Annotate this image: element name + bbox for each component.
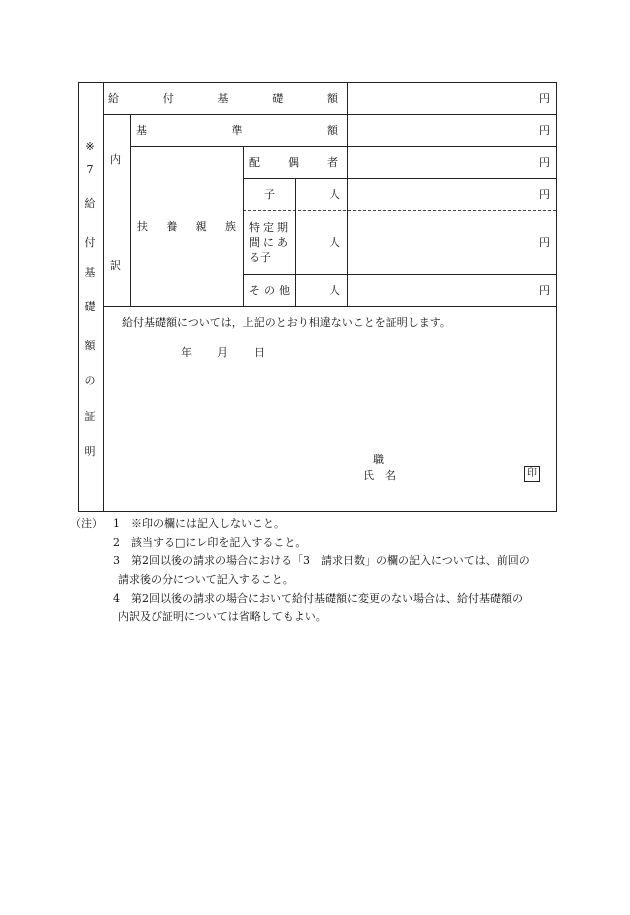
col-divider: [347, 82, 348, 306]
label-char: 額: [327, 92, 338, 105]
label-char: 額: [327, 124, 338, 137]
label-ko: 子: [264, 188, 275, 201]
label-kijun-gaku: [136, 124, 338, 137]
row-divider: [243, 274, 556, 275]
side-label-char: 証: [84, 410, 96, 423]
side-label-char: ※: [85, 140, 95, 153]
side-label-char: 7: [86, 163, 94, 176]
row-divider: [130, 146, 556, 147]
label-char: 偶: [288, 156, 299, 169]
date-year: 年: [181, 346, 192, 359]
note-text: 第2回以後の請求の場合における「3 請求日数」の欄の記入については、前回の: [131, 554, 530, 567]
col-divider: [130, 114, 131, 306]
row-divider-dashed: [243, 210, 556, 211]
nin-unit: 人: [329, 188, 340, 201]
note-number: 2: [113, 536, 120, 549]
label-char: 親: [195, 220, 207, 233]
side-label-char: 付: [84, 236, 96, 249]
label-char: 給: [108, 92, 119, 105]
label-uchiwake-char: 訳: [110, 259, 121, 272]
seal-mark: 印: [524, 466, 540, 482]
note-text: 第2回以後の請求の場合において給付基礎額に変更のない場合は、給付基礎額の: [131, 592, 523, 605]
note-number: 4: [113, 592, 120, 605]
label-char: 礎: [272, 92, 284, 105]
side-label-char: 明: [84, 445, 96, 458]
notes-label: （注）: [70, 517, 103, 530]
label-uchiwake-char: 内: [110, 153, 121, 166]
note-text: ※印の欄には記入しないこと。: [131, 517, 285, 530]
label-tokutei-line: 間にあ: [249, 236, 291, 249]
col-divider: [103, 82, 104, 512]
label-char: 準: [231, 124, 243, 137]
row-divider: [103, 114, 556, 115]
row-divider: [243, 178, 556, 179]
side-label-char: 額: [84, 339, 96, 352]
label-char: 者: [327, 156, 338, 169]
side-label-char: 礎: [84, 300, 96, 313]
note-text: 該当する□にレ印を記入すること。: [131, 536, 307, 549]
shoku-label: 職: [373, 453, 384, 466]
table-border-right: [556, 82, 557, 512]
note-text-continued: 請求後の分について記入すること。: [118, 573, 294, 586]
label-char: 基: [217, 92, 229, 105]
yen-unit: 円: [539, 188, 550, 201]
table-border-top: [78, 82, 556, 83]
label-char: 扶: [137, 220, 148, 233]
label-kyufu-kiso-gaku: [108, 92, 338, 105]
shimei-label: 氏 名: [363, 469, 396, 482]
date-month: 月: [217, 346, 228, 359]
side-label-char: 給: [84, 197, 96, 210]
date-day: 日: [254, 346, 265, 359]
row-divider: [103, 306, 556, 307]
certification-text: 給付基礎額については，上記のとおり相違ないことを証明します。: [122, 316, 451, 329]
label-char: 族: [224, 220, 236, 233]
note-text-continued: 内訳及び証明については省略してもよい。: [118, 610, 327, 623]
note-number: 1: [113, 517, 120, 530]
col-divider: [243, 146, 244, 306]
label-char: 養: [166, 220, 178, 233]
label-char: 付: [162, 92, 174, 105]
table-border-bottom: [78, 511, 556, 512]
label-fuyo-shinzoku: [137, 220, 236, 233]
col-divider: [295, 178, 296, 306]
yen-unit: 円: [539, 92, 550, 105]
side-label-char: 基: [84, 266, 96, 279]
yen-unit: 円: [539, 156, 550, 169]
yen-unit: 円: [539, 236, 550, 249]
note-number: 3: [113, 554, 120, 567]
nin-unit: 人: [329, 236, 340, 249]
side-label-char: の: [84, 374, 96, 387]
label-char: 配: [249, 156, 260, 169]
label-tokutei-line: 特定期: [249, 221, 291, 234]
label-tokutei-line: る子: [249, 251, 271, 264]
label-haigusha: [249, 156, 338, 169]
nin-unit: 人: [329, 284, 340, 297]
label-sonota: その他: [249, 284, 294, 297]
yen-unit: 円: [539, 124, 550, 137]
label-char: 基: [136, 124, 147, 137]
yen-unit: 円: [539, 284, 550, 297]
